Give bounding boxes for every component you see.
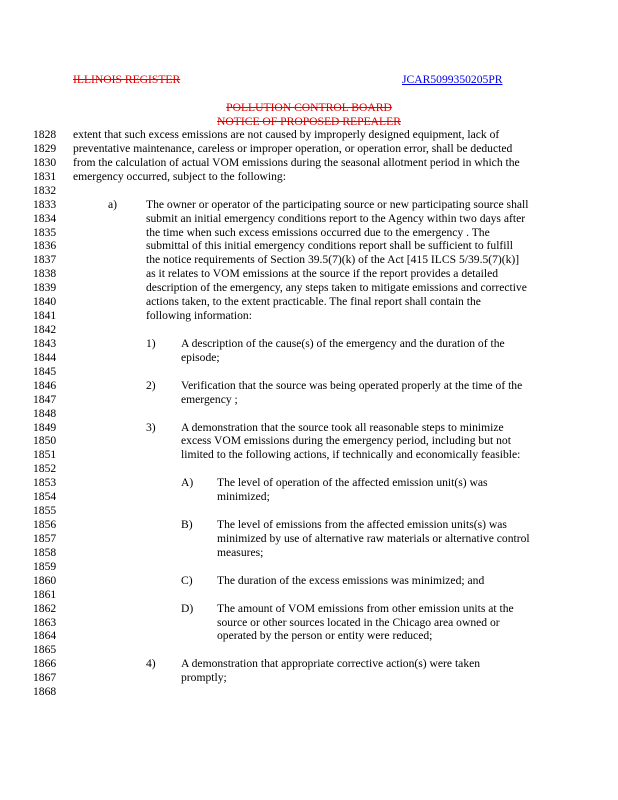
line-number: 1834 <box>33 211 57 225</box>
line-number: 1853 <box>33 476 57 490</box>
line-number: 1835 <box>33 225 57 239</box>
register-header: ILLINOIS REGISTER <box>73 73 181 86</box>
list-marker: C) <box>181 573 193 587</box>
line-number: 1832 <box>33 183 57 197</box>
line-number: 1863 <box>33 615 57 629</box>
line-number: 1859 <box>33 559 57 573</box>
line-number: 1847 <box>33 392 57 406</box>
list-marker: A) <box>181 476 194 490</box>
line-number: 1829 <box>33 141 57 155</box>
line-number: 1836 <box>33 239 57 253</box>
line-text: emergency ; <box>181 392 238 406</box>
line-number: 1857 <box>33 531 57 545</box>
line-text: minimized; <box>217 490 270 504</box>
list-marker: D) <box>181 601 194 615</box>
line-text: following information: <box>146 309 252 323</box>
line-text: submittal of this initial emergency conditions report shall be sufficient to fulfill <box>146 239 513 253</box>
line-number: 1840 <box>33 295 57 309</box>
list-marker: 2) <box>146 378 156 392</box>
line-number: 1842 <box>33 323 57 337</box>
line-text: promptly; <box>181 671 227 685</box>
line-text: emergency occurred, subject to the following: <box>73 169 286 183</box>
line-text: as it relates to VOM emissions at the source if the report provides a detailed <box>146 267 499 281</box>
line-number: 1838 <box>33 267 57 281</box>
line-number: 1860 <box>33 573 57 587</box>
line-text: source or other sources located in the Chicago area owned or <box>217 615 500 629</box>
line-number: 1866 <box>33 657 57 671</box>
line-text: The level of operation of the affected emission unit(s) was <box>217 476 488 490</box>
line-text: minimized by use of alternative raw materials or alternative control <box>217 531 530 545</box>
line-number: 1861 <box>33 587 57 601</box>
line-text: submit an initial emergency conditions report to the Agency within two days after <box>146 211 526 225</box>
line-text: limited to the following actions, if technically and economically feasible: <box>181 448 521 462</box>
line-number: 1828 <box>33 128 57 141</box>
line-number: 1852 <box>33 462 57 476</box>
line-text: the time when such excess emissions occurred due to the emergency . The <box>146 225 490 239</box>
line-number: 1843 <box>33 336 57 350</box>
line-text: A demonstration that the source took all reasonable steps to minimize <box>181 420 504 434</box>
line-text: The amount of VOM emissions from other emission units at the <box>217 601 514 615</box>
line-text: The duration of the excess emissions was minimized; and <box>217 573 485 587</box>
line-number: 1865 <box>33 643 57 657</box>
line-number: 1864 <box>33 629 57 643</box>
line-text: Verification that the source was being operated properly at the time of the <box>181 378 523 392</box>
line-number: 1848 <box>33 406 57 420</box>
line-text: preventative maintenance, careless or improper operation, or operation error, shall be deducted <box>73 141 513 155</box>
line-number: 1867 <box>33 671 57 685</box>
line-text: the notice requirements of Section 39.5(7)(k) of the Act [415 ILCS 5/39.5(7)(k)] <box>146 253 520 267</box>
line-number: 1846 <box>33 378 57 392</box>
line-text: excess VOM emissions during the emergency period, including but not <box>181 434 511 448</box>
line-number: 1837 <box>33 253 57 267</box>
jcar-link[interactable]: JCAR5099350205PR <box>402 73 503 86</box>
line-number: 1849 <box>33 420 57 434</box>
line-text: operated by the person or entity were reduced; <box>217 629 433 643</box>
line-number: 1844 <box>33 350 57 364</box>
line-number: 1862 <box>33 601 57 615</box>
list-marker: 3) <box>146 420 156 434</box>
line-text: The owner or operator of the participating source or new participating source shall <box>146 197 529 211</box>
line-number: 1850 <box>33 434 57 448</box>
line-number: 1841 <box>33 309 57 323</box>
line-text: from the calculation of actual VOM emissions during the seasonal allotment period in which the <box>73 155 520 169</box>
line-number: 1855 <box>33 504 57 518</box>
line-number: 1831 <box>33 169 57 183</box>
list-marker: B) <box>181 518 193 532</box>
line-text: extent that such excess emissions are not caused by improperly designed equipment, lack of <box>73 128 500 141</box>
line-number: 1830 <box>33 155 57 169</box>
line-number: 1856 <box>33 518 57 532</box>
line-number: 1839 <box>33 281 57 295</box>
line-text: description of the emergency, any steps taken to mitigate emissions and corrective <box>146 281 527 295</box>
line-number: 1833 <box>33 197 57 211</box>
line-text: measures; <box>217 545 264 559</box>
line-number: 1868 <box>33 685 57 699</box>
line-text: A description of the cause(s) of the emergency and the duration of the <box>181 336 505 350</box>
board-title: POLLUTION CONTROL BOARD <box>226 101 392 114</box>
line-text: actions taken, to the extent practicable. The final report shall contain the <box>146 295 481 309</box>
line-number: 1858 <box>33 545 57 559</box>
line-text: episode; <box>181 350 220 364</box>
list-marker: 1) <box>146 336 156 350</box>
list-marker: a) <box>108 197 118 211</box>
line-text: A demonstration that appropriate corrective action(s) were taken <box>181 657 481 671</box>
line-number: 1851 <box>33 448 57 462</box>
list-marker: 4) <box>146 657 156 671</box>
notice-title: NOTICE OF PROPOSED REPEALER <box>217 115 401 128</box>
line-number: 1854 <box>33 490 57 504</box>
line-text: The level of emissions from the affected emission units(s) was <box>217 518 507 532</box>
line-number: 1845 <box>33 364 57 378</box>
